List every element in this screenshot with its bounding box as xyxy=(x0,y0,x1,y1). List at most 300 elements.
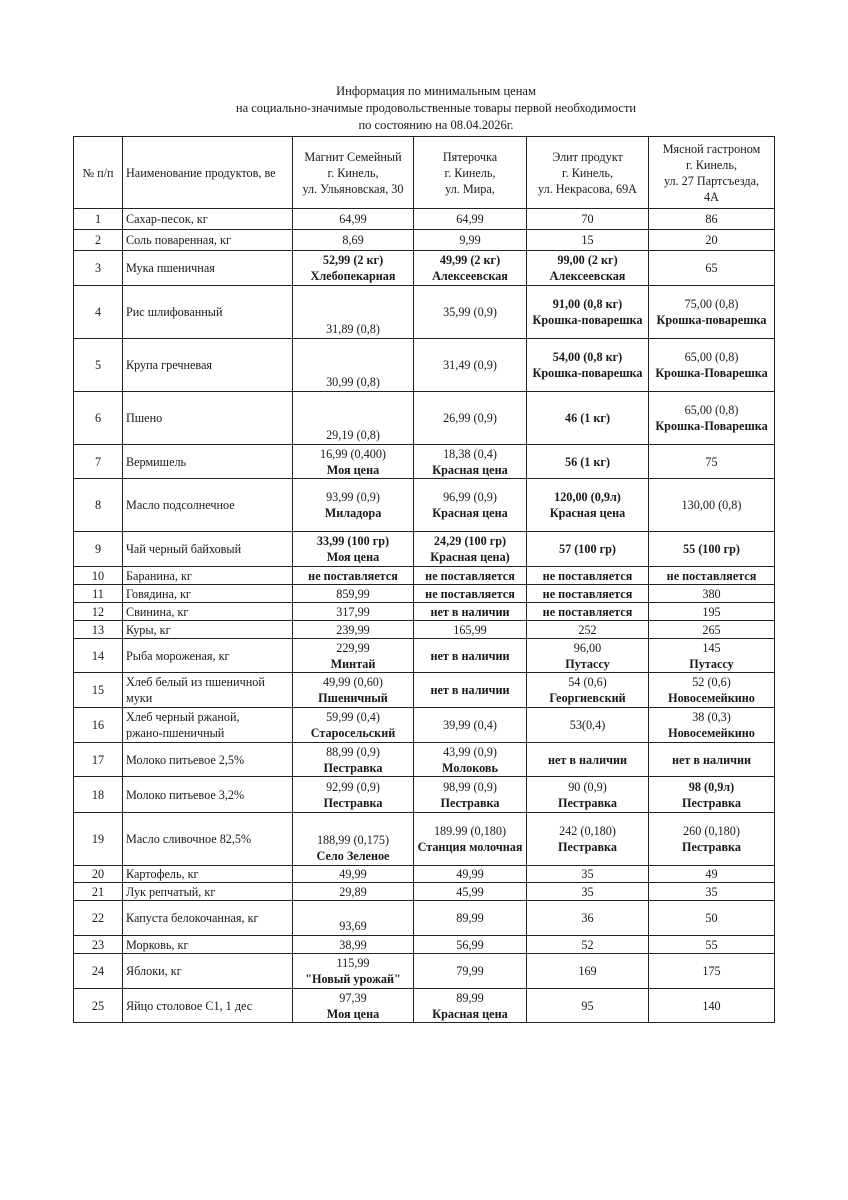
price-value: 93,99 (0,9) xyxy=(326,490,380,504)
header-text-line: Наименование продуктов, ве xyxy=(126,165,276,180)
price-value: 38,99 xyxy=(339,937,367,952)
product-name xyxy=(123,286,293,339)
price-note: Хлебопекарная xyxy=(310,269,396,283)
price-value: 265 xyxy=(702,622,721,637)
product-name xyxy=(123,621,293,639)
price-cell-myasnoy xyxy=(649,777,775,813)
price-cell-elit xyxy=(527,479,649,532)
price-value: 46 (1 кг) xyxy=(564,411,611,425)
row-number: 2 xyxy=(74,230,123,251)
price-cell-magnit xyxy=(293,639,414,673)
price-value: не поставляется xyxy=(666,568,757,583)
table-row xyxy=(74,883,775,901)
price-note: Новосемейкино xyxy=(668,726,755,740)
price-cell-magnit xyxy=(293,883,414,901)
price-value: 9,99 xyxy=(459,233,481,247)
price-note: Минтай xyxy=(330,656,376,671)
price-cell-pyaterochka xyxy=(414,621,527,639)
table-row xyxy=(74,585,775,603)
price-cell-myasnoy xyxy=(649,621,775,639)
price-note: Красная цена xyxy=(432,506,508,520)
price-value: 91,00 (0,8 кг) xyxy=(552,297,623,311)
price-cell-pyaterochka xyxy=(414,866,527,883)
product-name xyxy=(123,479,293,532)
price-value: не поставляется xyxy=(542,586,633,601)
price-cell-magnit xyxy=(293,567,414,585)
product-name xyxy=(123,901,293,936)
price-value: 89,99 xyxy=(456,911,484,925)
price-value: 252 xyxy=(578,622,597,637)
price-cell-magnit xyxy=(293,954,414,989)
price-value: 86 xyxy=(705,212,718,226)
price-cell-myasnoy xyxy=(649,866,775,883)
price-cell-myasnoy xyxy=(649,936,775,954)
price-value: 98 (0,9л) xyxy=(688,779,735,794)
price-cell-myasnoy xyxy=(649,901,775,936)
price-value: 36 xyxy=(581,911,594,925)
price-note: Алексеевская xyxy=(432,269,508,283)
row-number: 24 xyxy=(74,954,123,989)
price-value: 56,99 xyxy=(456,937,484,952)
product-name-line: Сахар-песок, кг xyxy=(126,212,208,226)
row-number: 25 xyxy=(74,989,123,1023)
header-text-line: г. Кинель, xyxy=(327,165,379,180)
product-name-line: Соль поваренная, кг xyxy=(126,233,231,247)
product-name xyxy=(123,673,293,708)
price-cell-magnit xyxy=(293,286,414,339)
header-number xyxy=(74,137,123,209)
price-cell-magnit xyxy=(293,673,414,708)
price-note: Путассу xyxy=(565,656,610,671)
product-name-line: Рис шлифованный xyxy=(126,305,223,319)
price-value: не поставляется xyxy=(425,568,515,583)
price-value: 50 xyxy=(705,911,718,925)
document-title xyxy=(12,83,848,134)
price-cell-elit xyxy=(527,230,649,251)
price-note: Пестравка xyxy=(682,795,741,810)
price-cell-elit xyxy=(527,954,649,989)
price-cell-elit xyxy=(527,532,649,567)
price-value: 54 (0,6) xyxy=(568,675,607,689)
row-number: 13 xyxy=(74,621,123,639)
price-cell-elit xyxy=(527,708,649,743)
row-number: 1 xyxy=(74,209,123,230)
price-value: 115,99 xyxy=(336,956,370,970)
price-cell-myasnoy xyxy=(649,708,775,743)
table-row xyxy=(74,901,775,936)
price-value: 98,99 (0,9) xyxy=(443,779,497,794)
price-cell-pyaterochka xyxy=(414,251,527,286)
price-cell-elit xyxy=(527,392,649,445)
price-cell-pyaterochka xyxy=(414,989,527,1023)
price-value: 92,99 (0,9) xyxy=(326,779,380,794)
product-name-line: Свинина, кг xyxy=(126,604,189,619)
table-row xyxy=(74,209,775,230)
price-value: 79,99 xyxy=(456,964,484,978)
price-value: 15 xyxy=(581,233,594,247)
product-name-line: Масло подсолнечное xyxy=(126,498,235,512)
price-value: 43,99 (0,9) xyxy=(443,744,497,759)
price-cell-elit xyxy=(527,743,649,777)
price-value: 35 xyxy=(581,867,594,881)
price-note: Путассу xyxy=(689,656,734,671)
price-cell-elit xyxy=(527,989,649,1023)
table-row xyxy=(74,339,775,392)
price-cell-pyaterochka xyxy=(414,209,527,230)
row-number: 16 xyxy=(74,708,123,743)
price-value: 145 xyxy=(702,640,721,655)
product-name-line: Лук репчатый, кг xyxy=(126,884,216,899)
price-cell-elit xyxy=(527,901,649,936)
price-cell-pyaterochka xyxy=(414,445,527,479)
price-note: Старосельский xyxy=(310,726,396,740)
product-name xyxy=(123,392,293,445)
price-cell-myasnoy xyxy=(649,209,775,230)
price-cell-magnit xyxy=(293,866,414,883)
price-cell-magnit xyxy=(293,603,414,621)
price-value: 59,99 (0,4) xyxy=(326,710,380,724)
price-value: 317,99 xyxy=(336,604,370,619)
product-name-line: Куры, кг xyxy=(126,622,171,637)
price-note: Крошка-поварешка xyxy=(656,313,767,327)
price-cell-myasnoy xyxy=(649,532,775,567)
product-name xyxy=(123,936,293,954)
price-value: 96,99 (0,9) xyxy=(443,490,497,504)
price-note: Моя цена xyxy=(326,550,380,564)
table-row xyxy=(74,777,775,813)
price-cell-myasnoy xyxy=(649,251,775,286)
price-value: 165,99 xyxy=(453,622,487,637)
price-value: 90 (0,9) xyxy=(568,779,607,794)
price-value: 45,99 xyxy=(456,884,484,899)
header-store-myasnoy xyxy=(649,137,775,209)
price-cell-magnit xyxy=(293,209,414,230)
price-value: 189.99 (0,180) xyxy=(433,824,507,838)
header-text-line: Элит продукт xyxy=(552,149,623,164)
price-cell-magnit xyxy=(293,479,414,532)
price-cell-elit xyxy=(527,251,649,286)
product-name-line: Мука пшеничная xyxy=(126,261,215,275)
product-name-line: Капуста белокочанная, кг xyxy=(126,911,259,925)
price-cell-pyaterochka xyxy=(414,954,527,989)
price-value: 65,00 (0,8) xyxy=(684,403,739,417)
header-store-pyaterochka xyxy=(414,137,527,209)
price-cell-pyaterochka xyxy=(414,777,527,813)
price-note: Красная цена) xyxy=(430,550,510,564)
product-name xyxy=(123,813,293,866)
price-cell-pyaterochka xyxy=(414,567,527,585)
price-cell-pyaterochka xyxy=(414,339,527,392)
header-text-line: ул. Мира, xyxy=(445,181,495,196)
price-value: 65,00 (0,8) xyxy=(684,350,739,364)
price-cell-magnit xyxy=(293,777,414,813)
price-cell-magnit xyxy=(293,813,414,866)
price-value: 380 xyxy=(702,586,721,601)
table-row xyxy=(74,743,775,777)
price-value: 52,99 (2 кг) xyxy=(322,253,384,267)
price-cell-elit xyxy=(527,567,649,585)
price-cell-pyaterochka xyxy=(414,603,527,621)
price-cell-myasnoy xyxy=(649,286,775,339)
price-cell-magnit xyxy=(293,532,414,567)
price-cell-elit xyxy=(527,209,649,230)
price-value: 70 xyxy=(581,212,594,226)
price-value: 31,49 (0,9) xyxy=(443,358,497,372)
price-note: "Новый урожай" xyxy=(305,972,401,986)
price-value: 29,19 (0,8) xyxy=(326,428,380,442)
price-value: 260 (0,180) xyxy=(683,824,740,838)
table-row xyxy=(74,392,775,445)
price-cell-magnit xyxy=(293,230,414,251)
price-note: Крошка-Поварешка xyxy=(655,419,768,433)
price-value: 39,99 (0,4) xyxy=(443,718,497,732)
price-value: 24,29 (100 гр) xyxy=(433,534,507,548)
header-text-line: 4А xyxy=(704,189,719,204)
price-cell-myasnoy xyxy=(649,445,775,479)
price-value: 52 (0,6) xyxy=(692,675,731,689)
price-value: 75 xyxy=(705,454,718,469)
price-note: Крошка-поварешка xyxy=(532,313,643,327)
price-value: 31,89 (0,8) xyxy=(326,322,380,336)
price-value: 49,99 (0,60) xyxy=(323,675,383,689)
title-line-1: Информация по минимальным ценам xyxy=(336,84,536,98)
row-number: 23 xyxy=(74,936,123,954)
product-name-line: Говядина, кг xyxy=(126,586,191,601)
product-name-line: Яйцо столовое С1, 1 дес xyxy=(126,998,253,1013)
header-text-line: ул. Ульяновская, 30 xyxy=(302,181,404,196)
table-row xyxy=(74,813,775,866)
price-cell-myasnoy xyxy=(649,639,775,673)
price-cell-pyaterochka xyxy=(414,392,527,445)
price-cell-magnit xyxy=(293,743,414,777)
price-value: 35 xyxy=(705,884,718,899)
price-value: нет в наличии xyxy=(671,752,752,767)
price-value: 55 (100 гр) xyxy=(683,542,740,556)
price-value: 16,99 (0,400) xyxy=(319,446,386,461)
price-value: не поставляется xyxy=(542,604,633,619)
product-name-line: Хлеб черный ржаной, xyxy=(126,710,240,724)
price-cell-pyaterochka xyxy=(414,901,527,936)
price-cell-pyaterochka xyxy=(414,743,527,777)
table-row xyxy=(74,445,775,479)
price-value: 99,00 (2 кг) xyxy=(557,253,618,267)
price-cell-elit xyxy=(527,445,649,479)
price-cell-elit xyxy=(527,339,649,392)
price-value: 75,00 (0,8) xyxy=(684,297,739,311)
price-note: Пестравка xyxy=(558,840,617,854)
price-cell-elit xyxy=(527,585,649,603)
price-cell-magnit xyxy=(293,585,414,603)
header-text-line: Мясной гастроном xyxy=(662,141,761,156)
price-note: Новосемейкино xyxy=(668,691,755,705)
price-value: не поставляется xyxy=(308,568,398,583)
product-name-line: ржано-пшеничный xyxy=(126,726,225,740)
price-cell-magnit xyxy=(293,339,414,392)
price-value: 64,99 xyxy=(339,212,367,226)
product-name xyxy=(123,603,293,621)
price-value: 49,99 (2 кг) xyxy=(439,253,501,267)
product-name-line: Морковь, кг xyxy=(126,937,189,952)
price-value: нет в наличии xyxy=(430,604,510,619)
product-name xyxy=(123,639,293,673)
price-note: Крошка-поварешка xyxy=(532,366,643,380)
price-cell-myasnoy xyxy=(649,954,775,989)
row-number: 8 xyxy=(74,479,123,532)
table-row xyxy=(74,286,775,339)
price-value: 20 xyxy=(705,233,718,247)
price-value: 859,99 xyxy=(336,586,370,601)
price-note: Пестравка xyxy=(440,795,500,810)
price-value: 242 (0,180) xyxy=(559,824,616,838)
price-value: 88,99 (0,9) xyxy=(326,744,380,759)
row-number: 17 xyxy=(74,743,123,777)
price-cell-pyaterochka xyxy=(414,936,527,954)
price-value: 55 xyxy=(705,937,718,952)
product-name-line: Рыба мороженая, кг xyxy=(126,648,230,663)
header-text-line: ул. Некрасова, 69А xyxy=(538,181,637,196)
price-value: не поставляется xyxy=(542,568,633,583)
price-value: 52 xyxy=(581,937,594,952)
price-cell-magnit xyxy=(293,445,414,479)
price-note: Пестравка xyxy=(323,795,383,810)
row-number: 6 xyxy=(74,392,123,445)
price-note: Моя цена xyxy=(326,1006,380,1021)
table-body xyxy=(74,209,775,1023)
price-value: нет в наличии xyxy=(430,683,510,697)
product-name-line: Чай черный байховый xyxy=(126,542,242,556)
row-number: 20 xyxy=(74,866,123,883)
price-value: 57 (100 гр) xyxy=(559,542,616,556)
product-name-line: муки xyxy=(126,691,153,705)
product-name xyxy=(123,445,293,479)
row-number: 15 xyxy=(74,673,123,708)
title-line-2: на социально-значимые продовольственные товары первой необходимости xyxy=(235,101,637,115)
row-number: 22 xyxy=(74,901,123,936)
price-value: 18,38 (0,4) xyxy=(443,446,497,461)
price-cell-myasnoy xyxy=(649,989,775,1023)
product-name-line: Картофель, кг xyxy=(126,867,199,881)
title-line-3: по состоянию на 08.04.2026г. xyxy=(358,118,514,132)
product-name xyxy=(123,954,293,989)
row-number: 18 xyxy=(74,777,123,813)
price-value: 30,99 (0,8) xyxy=(326,375,380,389)
price-value: 97,39 xyxy=(339,990,367,1005)
price-note: Село Зеленое xyxy=(316,849,390,863)
price-value: 64,99 xyxy=(456,212,484,226)
price-value: 54,00 (0,8 кг) xyxy=(552,350,623,364)
price-cell-myasnoy xyxy=(649,603,775,621)
price-value: 49 xyxy=(705,867,718,881)
header-text-line: Пятерочка xyxy=(442,149,498,164)
price-note: Миладора xyxy=(324,506,382,520)
price-value: 130,00 (0,8) xyxy=(681,498,742,512)
price-note: Пестравка xyxy=(558,795,617,810)
price-note: Пестравка xyxy=(682,840,741,854)
price-value: нет в наличии xyxy=(547,752,628,767)
price-cell-myasnoy xyxy=(649,743,775,777)
product-name-line: Молоко питьевое 2,5% xyxy=(126,752,245,767)
price-value: 33,99 (100 гр) xyxy=(316,534,390,548)
price-note: Пестравка xyxy=(323,760,383,775)
price-cell-elit xyxy=(527,777,649,813)
product-name xyxy=(123,708,293,743)
price-cell-pyaterochka xyxy=(414,708,527,743)
price-cell-magnit xyxy=(293,621,414,639)
price-cell-magnit xyxy=(293,936,414,954)
product-name-line: Яблоки, кг xyxy=(126,964,182,978)
price-cell-pyaterochka xyxy=(414,639,527,673)
price-cell-magnit xyxy=(293,708,414,743)
row-number: 9 xyxy=(74,532,123,567)
price-cell-elit xyxy=(527,866,649,883)
price-value: 35,99 (0,9) xyxy=(443,305,497,319)
product-name-line: Молоко питьевое 3,2% xyxy=(126,787,245,802)
header-text-line: г. Кинель, xyxy=(562,165,613,180)
table-row xyxy=(74,866,775,883)
price-note: Красная цена xyxy=(549,506,626,520)
price-cell-magnit xyxy=(293,392,414,445)
row-number: 3 xyxy=(74,251,123,286)
price-cell-pyaterochka xyxy=(414,585,527,603)
table-row xyxy=(74,954,775,989)
row-number: 12 xyxy=(74,603,123,621)
price-cell-myasnoy xyxy=(649,673,775,708)
product-name-line: Баранина, кг xyxy=(126,568,192,583)
header-text-line: г. Кинель, xyxy=(444,165,496,180)
price-value: 95 xyxy=(581,998,594,1013)
price-value: 53(0,4) xyxy=(569,718,606,732)
price-cell-myasnoy xyxy=(649,813,775,866)
price-note: Крошка-Поварешка xyxy=(655,366,768,380)
price-value: нет в наличии xyxy=(430,648,510,663)
price-cell-elit xyxy=(527,603,649,621)
price-cell-magnit xyxy=(293,251,414,286)
price-value: 49,99 xyxy=(339,867,367,881)
product-name-line: Хлеб белый из пшеничной xyxy=(126,675,265,689)
row-number: 7 xyxy=(74,445,123,479)
product-name xyxy=(123,339,293,392)
price-cell-elit xyxy=(527,673,649,708)
price-value: 35 xyxy=(581,884,594,899)
price-note: Красная цена xyxy=(432,462,508,477)
product-name-line: Пшено xyxy=(126,411,163,425)
price-cell-myasnoy xyxy=(649,392,775,445)
table-header-row xyxy=(74,137,775,209)
price-value: 96,00 xyxy=(573,640,602,655)
price-cell-pyaterochka xyxy=(414,883,527,901)
table-row xyxy=(74,532,775,567)
price-cell-myasnoy xyxy=(649,339,775,392)
table-row xyxy=(74,989,775,1023)
price-cell-elit xyxy=(527,813,649,866)
price-note: Алексеевская xyxy=(549,269,626,283)
price-note: Красная цена xyxy=(432,1006,508,1021)
table-row xyxy=(74,230,775,251)
price-cell-pyaterochka xyxy=(414,813,527,866)
price-cell-elit xyxy=(527,639,649,673)
product-name xyxy=(123,567,293,585)
price-cell-pyaterochka xyxy=(414,479,527,532)
price-cell-myasnoy xyxy=(649,479,775,532)
price-value: 175 xyxy=(702,964,721,978)
row-number: 5 xyxy=(74,339,123,392)
price-cell-pyaterochka xyxy=(414,230,527,251)
price-cell-elit xyxy=(527,936,649,954)
price-table xyxy=(73,136,775,1023)
price-cell-pyaterochka xyxy=(414,286,527,339)
price-note: Молоковь xyxy=(442,760,498,775)
table-row xyxy=(74,708,775,743)
